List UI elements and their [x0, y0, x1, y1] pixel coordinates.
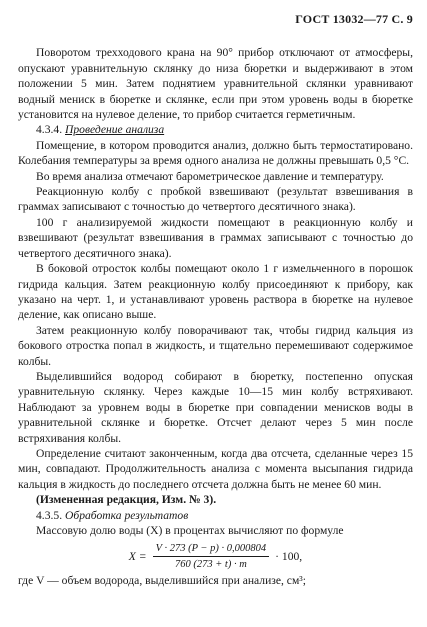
- formula-rhs: · 100,: [275, 550, 303, 564]
- paragraph-rotate-flask: Затем реакционную колбу поворачивают так, чтобы гидрид кальция из бокового отростка попал в жидкость, и тщательно перемешивают содержимое колбы.: [18, 323, 413, 368]
- formula-fraction: [153, 542, 270, 571]
- paragraph-completion: Определение считают законченным, когда два отсчета, сделанные через 15 мин, совпадают. Продолжительность анализа с момента высыпания гидрида кальция в жидкость до последнего отсчета должна быть не менее 60 мин.: [18, 446, 413, 491]
- formula-numerator: V · 273 (P − p) · 0,000804: [153, 542, 270, 557]
- section-heading: Проведение анализа: [65, 123, 165, 137]
- water-fraction-formula: [18, 542, 413, 571]
- paragraph-collect-hydrogen: Выделившийся водород собирают в бюретку, постепенно опуская уравнительную склянку. Через каждые 10—15 мин колбу встряхивают. Наблюдают за уровнем воды в бюретке при совпадении менисков воды в уравнительной склянке и бюретке. Отсчет делают через 5 мин после встряхивания колбы.: [18, 369, 413, 445]
- page-header: ГОСТ 13032—77 С. 9: [295, 12, 413, 26]
- section-title-4-3-5: [18, 508, 413, 523]
- document-page: [18, 12, 413, 589]
- formula-intro: Массовую долю воды (X) в процентах вычисляют по формуле: [36, 524, 344, 537]
- paragraph-weigh-flask: Реакционную колбу с пробкой взвешивают (результат взвешивания в граммах записывают с точностью до четвертого десятичного знака).: [18, 185, 413, 214]
- formula-where-line: где V — объем водорода, выделившийся при анализе, см³;: [18, 574, 306, 588]
- section-number: 4.3.5.: [36, 508, 63, 522]
- section-number: 4.3.4.: [36, 123, 63, 137]
- formula-denominator: 760 (273 + t) · m: [174, 559, 247, 571]
- paragraph-tightness-check: Поворотом трехходового крана на 90° прибор отключают от атмосферы, опускают уравнительную склянку до низа бюретки и выдерживают в этом положении 5 мин. Затем поднятием уравнительной склянки уравнивают водный мениск в бюретке и склянке, если при этом уровень воды в бюретке установится на нулевое деление, то прибор считается герметичным.: [18, 46, 413, 122]
- formula-lhs: X =: [128, 550, 147, 564]
- paragraph-room-thermostat: Помещение, в котором проводится анализ, должно быть термостатировано. Колебания температуры за время одного анализа не должны превышать 0,5 °С.: [18, 138, 413, 168]
- paragraph-barometric: Во время анализа отмечают барометрическое давление и температуру.: [36, 169, 384, 183]
- section-title-4-3-4: [18, 122, 413, 137]
- section-heading: Обработка результатов: [65, 508, 189, 522]
- paragraph-calcium-hydride: В боковой отросток колбы помещают около 1 г измельченного в порошок гидрида кальция. Затем реакционную колбу присоединяют к прибору, как указано на черт. 1, и устанавливают уровень раствора в бюретке на нулевое деление, как описано выше.: [18, 262, 413, 322]
- paragraph-weigh-liquid: 100 г анализируемой жидкости помещают в реакционную колбу и взвешивают (результат взвешивания в граммах записывают с точностью до четвертого десятичного знака).: [18, 215, 413, 260]
- amendment-note: (Измененная редакция, Изм. № 3).: [36, 493, 217, 507]
